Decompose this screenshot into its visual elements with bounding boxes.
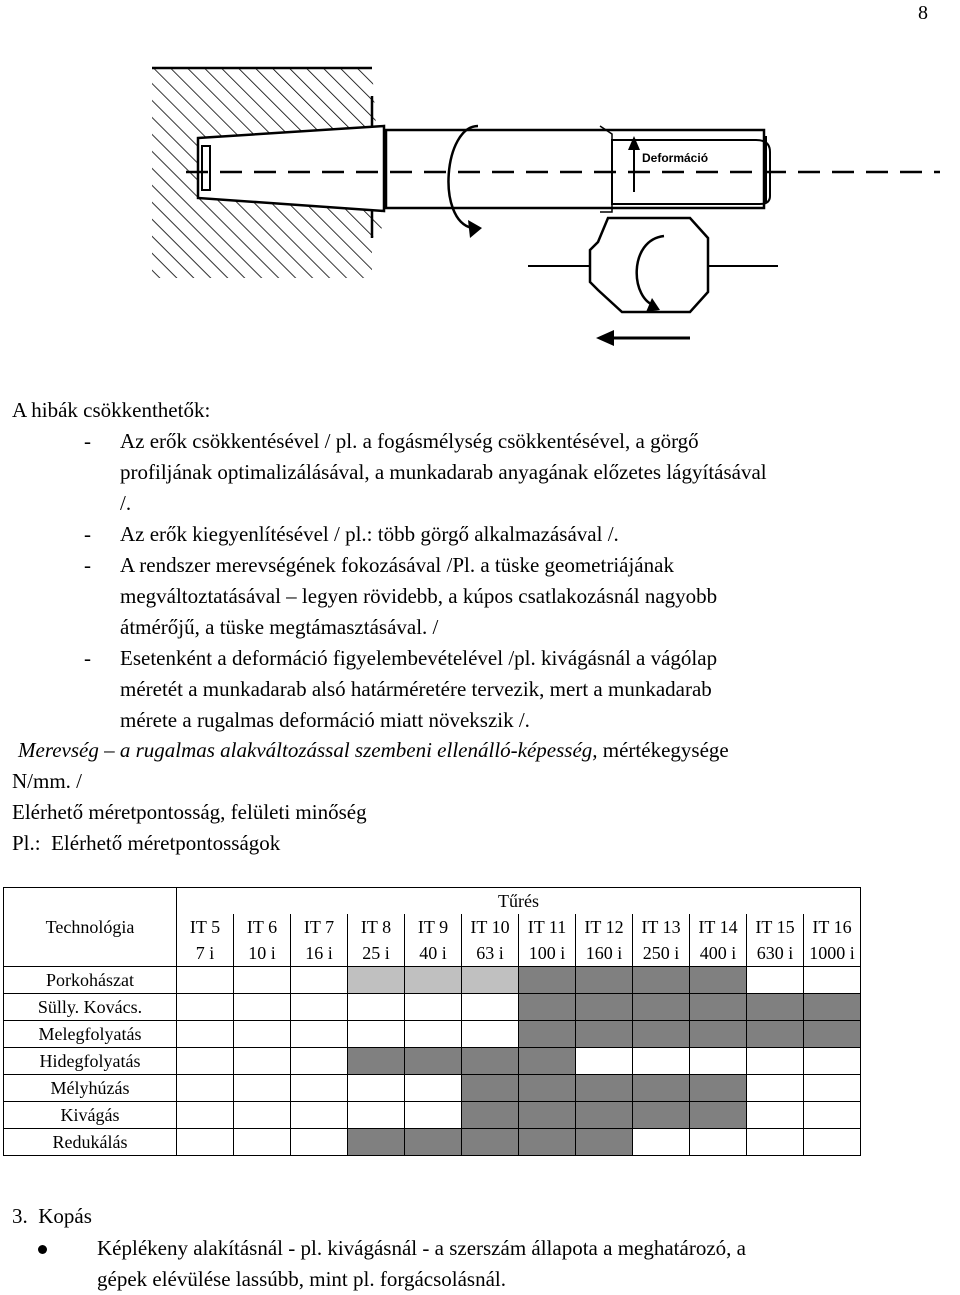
tolerance-table — [3, 887, 861, 1156]
tolerance-cell — [291, 994, 348, 1021]
tolerance-header: Tűrés — [177, 888, 861, 915]
technology-label: Kivágás — [4, 1102, 177, 1129]
errors-heading: A hibák csökkenthetők: — [12, 398, 211, 422]
bullet-dot — [38, 1245, 47, 1254]
it-grade-cell: IT 11 — [519, 914, 576, 940]
tolerance-cell — [804, 1021, 861, 1048]
tolerance-cell — [234, 994, 291, 1021]
tolerance-cell — [405, 1048, 462, 1075]
mandrel-end — [202, 146, 210, 190]
page-number: 8 — [918, 2, 928, 24]
tolerance-cell — [405, 1129, 462, 1156]
table-row — [4, 1021, 861, 1048]
tolerance-cell — [291, 1075, 348, 1102]
tolerance-cell — [348, 994, 405, 1021]
roller — [590, 218, 708, 312]
spinning-deformation-figure — [0, 0, 960, 380]
tolerance-cell — [633, 1021, 690, 1048]
tolerance-cell — [576, 967, 633, 994]
tolerance-cell — [690, 1021, 747, 1048]
tolerance-cell — [462, 1075, 519, 1102]
tolerance-cell — [633, 994, 690, 1021]
tolerance-cell — [177, 967, 234, 994]
tolerance-cell — [405, 1102, 462, 1129]
tolerance-cell — [690, 967, 747, 994]
tolerance-cell — [405, 1021, 462, 1048]
tolerance-cell — [576, 1075, 633, 1102]
tolerance-cell — [747, 1129, 804, 1156]
tolerance-cell — [576, 994, 633, 1021]
tolerance-cell — [804, 1129, 861, 1156]
deformation-label: Deformáció — [642, 151, 709, 165]
it-grade-cell: IT 16 — [804, 914, 861, 940]
unit-cell: 10 i — [234, 940, 291, 967]
tolerance-cell — [177, 994, 234, 1021]
tolerance-cell — [348, 1048, 405, 1075]
tolerance-cell — [633, 1075, 690, 1102]
table-row — [4, 967, 861, 994]
unit-cell: 1000 i — [804, 940, 861, 967]
tolerance-cell — [633, 1129, 690, 1156]
it-grade-cell: IT 12 — [576, 914, 633, 940]
tolerance-cell — [177, 1075, 234, 1102]
list-dash: - — [84, 553, 91, 577]
unit-cell: 63 i — [462, 940, 519, 967]
it-grade-cell: IT 5 — [177, 914, 234, 940]
tolerance-cell — [804, 994, 861, 1021]
tolerance-cell — [348, 1102, 405, 1129]
tolerance-cell — [747, 1048, 804, 1075]
tolerance-cell — [291, 1102, 348, 1129]
tolerance-cell — [804, 967, 861, 994]
tolerance-cell — [234, 1129, 291, 1156]
list-item-line: A rendszer merevségének fokozásával /Pl. a tüske geometriájának — [120, 553, 674, 577]
mandrel — [386, 130, 764, 208]
tolerance-cell — [747, 1021, 804, 1048]
unit-cell: 250 i — [633, 940, 690, 967]
technology-label: Mélyhúzás — [4, 1075, 177, 1102]
tolerance-cell — [633, 967, 690, 994]
tolerance-cell — [690, 994, 747, 1021]
unit-cell: 25 i — [348, 940, 405, 967]
stiffness-definition-italic: Merevség – a rugalmas alakváltozással szembeni ellenálló-képesség, — [18, 738, 598, 762]
tolerance-cell — [747, 994, 804, 1021]
stiffness-definition-normal: mértékegysége — [597, 738, 729, 762]
tolerance-cell — [576, 1048, 633, 1075]
list-item-line: megváltoztatásával – legyen rövidebb, a kúpos csatlakozásnál nagyobb — [120, 584, 718, 608]
tolerance-cell — [576, 1129, 633, 1156]
it-grade-cell: IT 13 — [633, 914, 690, 940]
tolerance-cell — [462, 994, 519, 1021]
tolerance-cell — [747, 1102, 804, 1129]
tolerance-cell — [177, 1048, 234, 1075]
tolerance-cell — [234, 1075, 291, 1102]
bullet-line: gépek elévülése lassúbb, mint pl. forgácsolásnál. — [97, 1267, 507, 1291]
list-dash: - — [84, 429, 91, 453]
list-item-line: mérete a rugalmas deformáció miatt növekszik /. — [120, 708, 530, 732]
table-row — [4, 1075, 861, 1102]
tolerance-cell — [576, 1102, 633, 1129]
list-item-line: /. — [120, 491, 132, 515]
wear-heading: 3. Kopás — [12, 1204, 92, 1228]
table-row — [4, 1102, 861, 1129]
it-grade-cell: IT 15 — [747, 914, 804, 940]
tolerance-cell — [462, 1048, 519, 1075]
tolerance-cell — [405, 994, 462, 1021]
accuracy-heading: Elérhető méretpontosság, felületi minőség — [12, 800, 367, 824]
tolerance-cell — [405, 1075, 462, 1102]
tolerance-cell — [177, 1021, 234, 1048]
stiffness-definition — [18, 735, 729, 766]
tolerance-cell — [519, 994, 576, 1021]
it-grade-cell: IT 10 — [462, 914, 519, 940]
tolerance-cell — [690, 1129, 747, 1156]
table-row — [4, 1048, 861, 1075]
tolerance-cell — [519, 1102, 576, 1129]
tolerance-cell — [291, 1021, 348, 1048]
it-grade-cell: IT 6 — [234, 914, 291, 940]
tolerance-cell — [804, 1102, 861, 1129]
tolerance-cell — [519, 1129, 576, 1156]
tolerance-cell — [234, 1021, 291, 1048]
tolerance-cell — [291, 1048, 348, 1075]
unit-cell: 40 i — [405, 940, 462, 967]
unit-cell: 16 i — [291, 940, 348, 967]
taper-seat — [198, 126, 384, 211]
stiffness-unit: N/mm. / — [12, 769, 83, 793]
unit-cell: 400 i — [690, 940, 747, 967]
tolerance-cell — [291, 967, 348, 994]
tolerance-cell — [690, 1075, 747, 1102]
unit-cell: 7 i — [177, 940, 234, 967]
technology-header: Technológia — [4, 888, 177, 967]
tolerance-cell — [405, 967, 462, 994]
tolerance-cell — [462, 1021, 519, 1048]
it-grade-cell: IT 14 — [690, 914, 747, 940]
tolerance-cell — [519, 1021, 576, 1048]
unit-cell: 100 i — [519, 940, 576, 967]
list-dash: - — [84, 646, 91, 670]
table-row — [4, 994, 861, 1021]
tolerance-cell — [633, 1102, 690, 1129]
tolerance-cell — [804, 1048, 861, 1075]
tolerance-cell — [519, 1075, 576, 1102]
tolerance-cell — [234, 1048, 291, 1075]
tolerance-cell — [348, 1075, 405, 1102]
table-row — [4, 1129, 861, 1156]
unit-cell: 630 i — [747, 940, 804, 967]
tolerance-cell — [690, 1102, 747, 1129]
tolerance-cell — [348, 1021, 405, 1048]
tolerance-cell — [519, 1048, 576, 1075]
tolerance-cell — [177, 1129, 234, 1156]
tolerance-cell — [348, 1129, 405, 1156]
tolerance-cell — [177, 1102, 234, 1129]
list-item-line: Az erők csökkentésével / pl. a fogásmélység csökkentésével, a görgő — [120, 429, 699, 453]
tolerance-cell — [462, 967, 519, 994]
tolerance-cell — [804, 1075, 861, 1102]
list-item-line: Esetenként a deformáció figyelembevételével /pl. kivágásnál a vágólap — [120, 646, 718, 670]
tolerance-cell — [348, 967, 405, 994]
tolerance-cell — [234, 967, 291, 994]
example-heading: Pl.: Elérhető méretpontosságok — [12, 831, 281, 855]
unit-cell: 160 i — [576, 940, 633, 967]
tolerance-cell — [462, 1129, 519, 1156]
list-item-line: méretét a munkadarab alsó határméretére tervezik, mert a munkadarab — [120, 677, 712, 701]
tolerance-cell — [633, 1048, 690, 1075]
tolerance-cell — [462, 1102, 519, 1129]
tolerance-cell — [747, 1075, 804, 1102]
list-item-line: átmérőjű, a tüske megtámasztásával. / — [120, 615, 439, 639]
technology-label: Redukálás — [4, 1129, 177, 1156]
list-item-line: Az erők kiegyenlítésével / pl.: több görgő alkalmazásával /. — [120, 522, 619, 546]
table-header-row — [4, 888, 861, 915]
tolerance-cell — [291, 1129, 348, 1156]
tolerance-cell — [519, 967, 576, 994]
technology-label: Sülly. Kovács. — [4, 994, 177, 1021]
tolerance-cell — [690, 1048, 747, 1075]
list-dash: - — [84, 522, 91, 546]
it-grade-cell: IT 7 — [291, 914, 348, 940]
technology-label: Porkohászat — [4, 967, 177, 994]
tolerance-cell — [576, 1021, 633, 1048]
technology-label: Melegfolyatás — [4, 1021, 177, 1048]
tolerance-cell — [234, 1102, 291, 1129]
tolerance-cell — [747, 967, 804, 994]
technology-label: Hidegfolyatás — [4, 1048, 177, 1075]
list-item-line: profiljának optimalizálásával, a munkadarab anyagának előzetes lágyításával — [120, 460, 767, 484]
it-grade-cell: IT 9 — [405, 914, 462, 940]
bullet-line: Képlékeny alakításnál - pl. kivágásnál - a szerszám állapota a meghatározó, a — [97, 1236, 746, 1260]
it-grade-cell: IT 8 — [348, 914, 405, 940]
